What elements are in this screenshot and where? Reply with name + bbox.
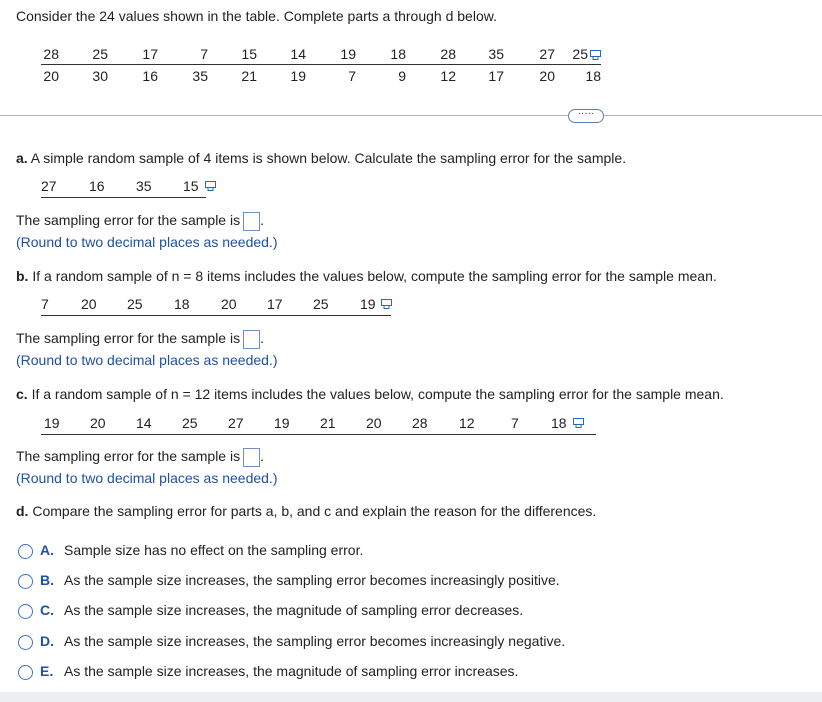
copy-icon[interactable] — [205, 181, 216, 191]
answer-period: . — [260, 212, 264, 229]
table-cell: 21 — [241, 67, 257, 84]
part-b-text: If a random sample of n = 8 items includes the values below, compute the sampling error for the sample mean. — [28, 268, 717, 284]
sample-value: 25 — [127, 296, 143, 312]
data-table — [41, 43, 601, 86]
part-a-question — [16, 150, 626, 166]
table-cell: 28 — [41, 43, 59, 65]
option-text: As the sample size increases, the magnitude of sampling error decreases. — [64, 602, 524, 618]
option-text: Sample size has no effect on the sampling error. — [64, 542, 364, 558]
answer-period: . — [260, 448, 264, 465]
sample-value: 20 — [366, 415, 382, 431]
part-b-label: b. — [16, 268, 29, 284]
option-key: D. — [40, 633, 54, 649]
sample-value: 18 — [551, 415, 567, 431]
table-cell: 17 — [488, 67, 504, 84]
option-text: As the sample size increases, the sampling error becomes increasingly positive. — [64, 572, 560, 588]
option-text: As the sample size increases, the sampling error becomes increasingly negative. — [64, 633, 566, 649]
table-cell: 20 — [43, 67, 59, 84]
part-b-question — [16, 268, 717, 284]
option-key: A. — [40, 542, 54, 558]
part-b-note: (Round to two decimal places as needed.) — [16, 352, 278, 368]
table-cell: 9 — [398, 67, 406, 84]
sample-value: 19 — [44, 415, 60, 431]
part-c-note: (Round to two decimal places as needed.) — [16, 470, 278, 486]
table-cell: 35 — [456, 43, 504, 65]
part-c-label: c. — [16, 386, 28, 402]
table-cell: 7 — [348, 67, 356, 84]
table-cell-value: 25 — [572, 45, 588, 62]
option-text: As the sample size increases, the magnitude of sampling error increases. — [64, 663, 519, 679]
expand-more-button[interactable]: ····· — [568, 109, 604, 123]
answer-prefix: The sampling error for the sample is — [16, 330, 241, 347]
radio-button[interactable] — [18, 544, 33, 559]
sample-value: 7 — [511, 415, 519, 431]
option-key: E. — [40, 663, 54, 679]
sample-value: 25 — [313, 296, 329, 312]
table-cell: 12 — [440, 67, 456, 84]
table-cell: 28 — [406, 43, 456, 65]
radio-button[interactable] — [18, 635, 33, 650]
part-d-label: d. — [16, 503, 29, 519]
table-cell: 19 — [306, 43, 356, 65]
table-cell: 30 — [92, 67, 108, 84]
table-cell: 25 — [59, 43, 108, 65]
sample-value: 21 — [320, 415, 336, 431]
bottom-bar — [0, 692, 822, 702]
copy-icon[interactable] — [381, 299, 392, 309]
sample-value: 15 — [183, 178, 199, 194]
sample-value: 35 — [136, 178, 152, 194]
sample-value: 20 — [81, 296, 97, 312]
sample-value: 19 — [360, 296, 376, 312]
part-c-text: If a random sample of n = 12 items includes the values below, compute the sampling error for the sample mean. — [27, 386, 724, 402]
part-c-answer-input[interactable] — [243, 448, 260, 467]
sample-value: 19 — [274, 415, 290, 431]
sample-value: 14 — [136, 415, 152, 431]
option-key: C. — [40, 602, 54, 618]
table-cell: 15 — [208, 43, 257, 65]
part-a-values — [41, 176, 206, 198]
part-d-question — [16, 503, 596, 519]
part-d-text: Compare the sampling error for parts a, b, and c and explain the reason for the differences. — [28, 503, 597, 519]
table-cell: 20 — [539, 67, 555, 84]
radio-button[interactable] — [18, 604, 33, 619]
answer-period: . — [260, 330, 264, 347]
table-cell: 27 — [504, 43, 555, 65]
part-a-answer-input[interactable] — [243, 212, 260, 231]
sample-value: 16 — [89, 178, 105, 194]
part-a-answer-row — [16, 212, 264, 231]
table-cell: 16 — [142, 67, 158, 84]
table-cell: 17 — [108, 43, 158, 65]
copy-icon[interactable] — [573, 418, 584, 428]
table-cell — [555, 43, 601, 65]
table-cell: 18 — [356, 43, 406, 65]
intro-text: Consider the 24 values shown in the table. Complete parts a through d below. — [16, 8, 497, 24]
part-b-answer-row — [16, 330, 264, 349]
option-key: B. — [40, 572, 54, 588]
sample-value: 28 — [412, 415, 428, 431]
table-cell: 14 — [257, 43, 306, 65]
sample-value: 20 — [90, 415, 106, 431]
part-a-label: a. — [16, 150, 28, 166]
sample-value: 7 — [41, 296, 49, 312]
sample-value: 27 — [228, 415, 244, 431]
part-b-answer-input[interactable] — [243, 330, 260, 349]
part-c-values — [41, 413, 596, 435]
sample-value: 17 — [267, 296, 283, 312]
copy-icon[interactable] — [590, 50, 601, 60]
part-c-answer-row — [16, 448, 264, 467]
sample-value: 27 — [41, 178, 57, 194]
part-b-values — [41, 294, 391, 316]
table-cell: 19 — [290, 67, 306, 84]
table-cell: 35 — [192, 67, 208, 84]
sample-value: 25 — [182, 415, 198, 431]
sample-value: 12 — [459, 415, 475, 431]
table-cell: 7 — [158, 43, 208, 65]
sample-value: 18 — [174, 296, 190, 312]
answer-prefix: The sampling error for the sample is — [16, 448, 241, 465]
answer-prefix: The sampling error for the sample is — [16, 212, 241, 229]
sample-value: 20 — [221, 296, 237, 312]
radio-button[interactable] — [18, 574, 33, 589]
part-a-note: (Round to two decimal places as needed.) — [16, 234, 278, 250]
part-a-text: A simple random sample of 4 items is shown below. Calculate the sampling error for the sample. — [27, 150, 627, 166]
radio-button[interactable] — [18, 665, 33, 680]
section-divider — [0, 115, 822, 116]
part-c-question — [16, 386, 724, 402]
table-cell: 18 — [585, 67, 601, 84]
